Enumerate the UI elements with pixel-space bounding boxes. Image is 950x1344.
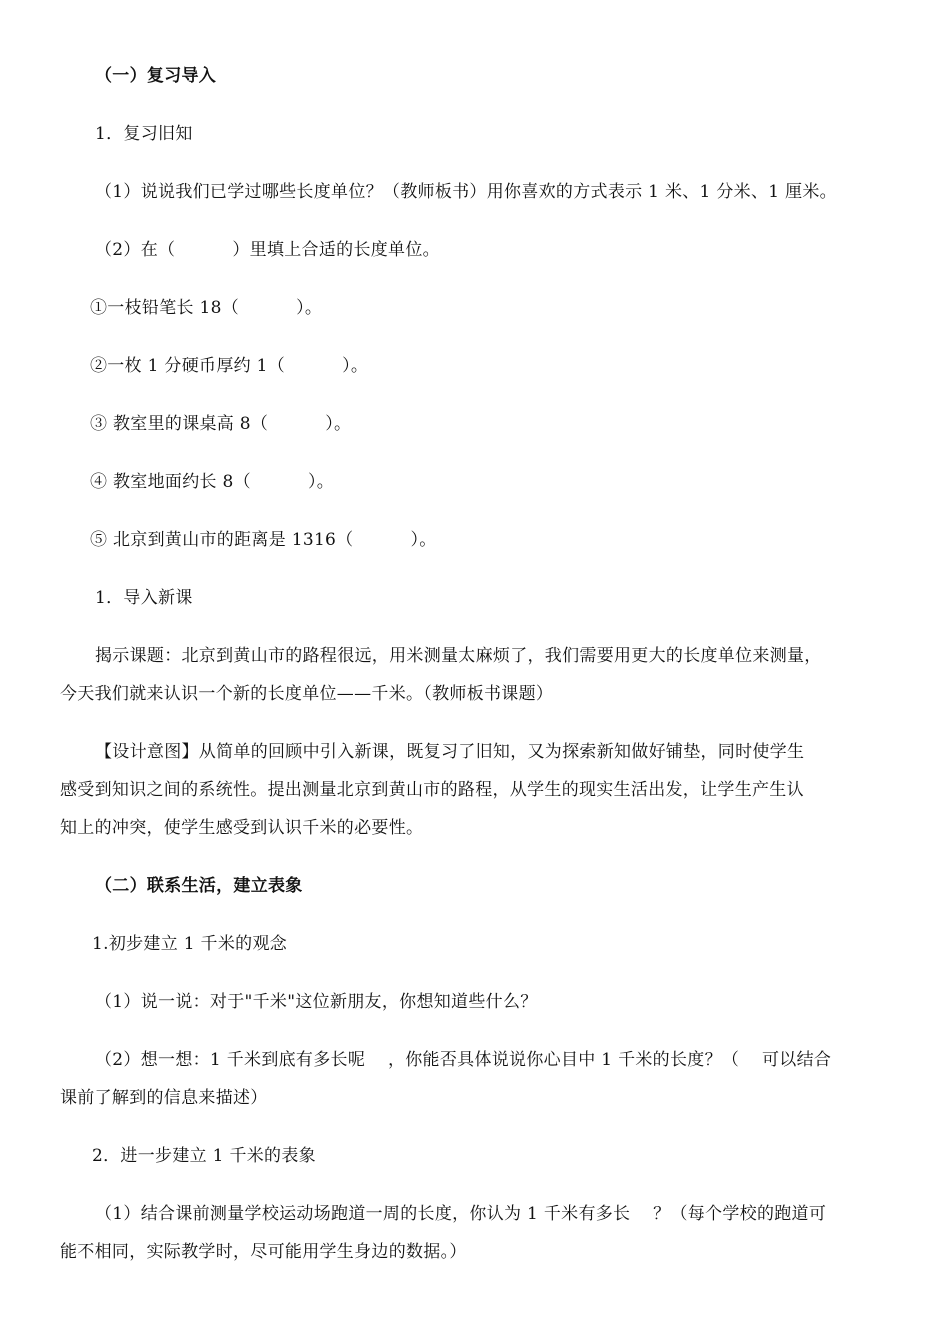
fill-item-4: ④ 教室地面约长 8（ ）。 — [90, 472, 335, 492]
question-fill-units: （2）在（ ）里填上合适的长度单位。 — [95, 240, 440, 260]
fill-item-2: ②一枚 1 分硬币厚约 1（ ）。 — [90, 356, 369, 376]
design-intent-line-3: 知上的冲突，使学生感受到认识千米的必要性。 — [60, 818, 424, 838]
question-say: （1）说一说：对于"千米"这位新朋友，你想知道些什么？ — [95, 992, 538, 1012]
question-think-line-2: 课前了解到的信息来描述） — [60, 1088, 268, 1108]
section-heading-life: （二）联系生活，建立表象 — [95, 876, 303, 896]
question-track-line-1: （1）结合课前测量学校运动场跑道一周的长度，你认为 1 千米有多长 ？（每个学校的跑道可 — [95, 1204, 827, 1224]
item-title-further-concept: 2．进一步建立 1 千米的表象 — [92, 1146, 316, 1166]
fill-item-3: ③ 教室里的课桌高 8（ ）。 — [90, 414, 352, 434]
question-track-line-2: 能不相同，实际教学时，尽可能用学生身边的数据。） — [60, 1242, 467, 1262]
item-title-review-old: 1．复习旧知 — [95, 124, 193, 144]
question-units: （1）说说我们已学过哪些长度单位？（教师板书）用你喜欢的方式表示 1 米、1 分米、1 厘米。 — [95, 182, 837, 202]
question-think-line-1: （2）想一想：1 千米到底有多长呢 ，你能否具体说说你心目中 1 千米的长度？（ 可以结合 — [95, 1050, 832, 1070]
intro-paragraph-line-2: 今天我们就来认识一个新的长度单位——千米。（教师板书课题） — [60, 684, 554, 704]
section-heading-review: （一）复习导入 — [95, 66, 217, 86]
design-intent-line-1: 【设计意图】从简单的回顾中引入新课，既复习了旧知，又为探索新知做好铺垫，同时使学生 — [95, 742, 805, 762]
item-title-new-lesson: 1．导入新课 — [95, 588, 193, 608]
design-intent-line-2: 感受到知识之间的系统性。提出测量北京到黄山市的路程，从学生的现实生活出发，让学生产生认 — [60, 780, 804, 800]
fill-item-1: ①一枝铅笔长 18（ ）。 — [90, 298, 323, 318]
intro-paragraph-line-1: 揭示课题：北京到黄山市的路程很远，用米测量太麻烦了，我们需要用更大的长度单位来测量， — [95, 646, 822, 666]
fill-item-5: ⑤ 北京到黄山市的距离是 1316（ ）。 — [90, 530, 437, 550]
item-title-initial-concept: 1.初步建立 1 千米的观念 — [92, 934, 288, 954]
